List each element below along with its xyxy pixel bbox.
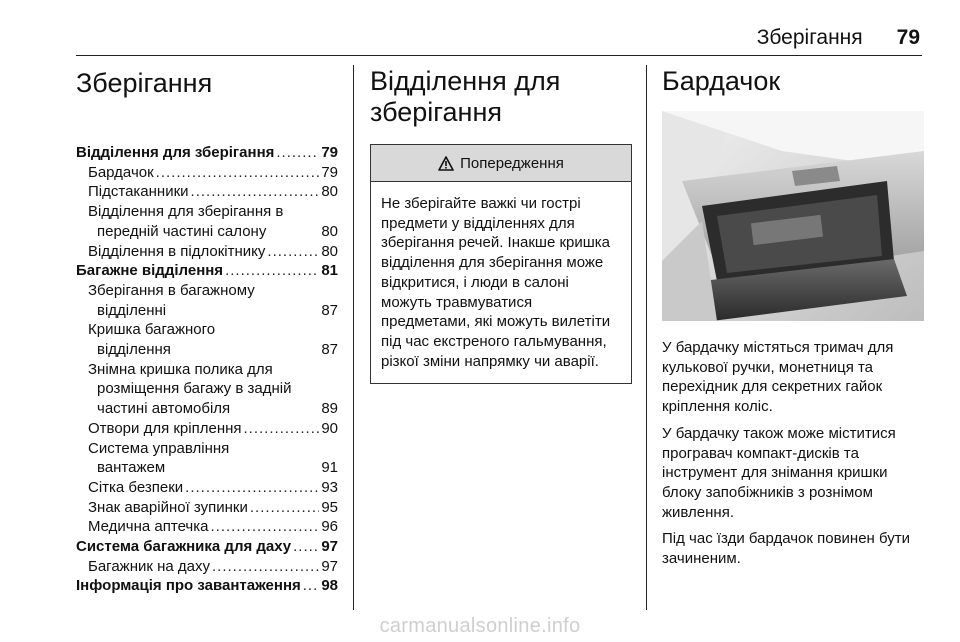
toc-page-number: 80 — [321, 222, 338, 240]
watermark: carmanualsonline.info — [379, 615, 581, 637]
section-title-line-1: Відділення для — [370, 66, 561, 96]
page-number: 79 — [896, 26, 920, 49]
toc-entry[interactable] — [76, 320, 338, 359]
toc-entry[interactable] — [76, 498, 338, 518]
warning-box — [370, 144, 632, 384]
page-header — [757, 26, 920, 50]
toc-page-number: 89 — [321, 400, 338, 418]
toc-entry-text: Інформація про завантаження — [76, 577, 301, 595]
running-title: Зберігання — [756, 26, 863, 49]
toc-entry-text: Медична аптечка — [88, 518, 209, 536]
toc-entry[interactable] — [76, 163, 338, 183]
toc-leader-dots — [303, 576, 320, 596]
warning-heading: Попередження — [460, 154, 564, 172]
toc-page-number: 80 — [321, 183, 338, 201]
column-divider-2 — [646, 65, 647, 610]
toc-page-number: 90 — [321, 419, 338, 437]
toc-leader-dots — [276, 143, 319, 163]
section-title-line-2: зберігання — [370, 97, 502, 127]
toc-entry[interactable] — [76, 517, 338, 537]
chapter-contents-column — [76, 60, 338, 596]
toc-section-entry[interactable] — [76, 143, 338, 163]
toc-leader-dots — [210, 517, 319, 537]
toc-page-number: 95 — [321, 498, 338, 516]
body-paragraph: У бардачку містяться тримач для кулькової ручки, монетниця та перехідник для секретних гайок кріплення коліс. — [662, 339, 894, 416]
warning-triangle-icon — [438, 156, 454, 171]
header-rule — [76, 55, 922, 56]
toc-entry[interactable] — [76, 202, 338, 241]
chapter-title: Зберігання — [76, 68, 213, 98]
toc-leader-dots — [185, 478, 319, 498]
section-title-glovebox: Бардачок — [662, 66, 781, 96]
warning-header — [371, 145, 631, 182]
toc-entry-text: частині автомобіля — [97, 400, 231, 418]
toc-page-number: 97 — [321, 538, 338, 556]
body-paragraph: У бардачку також може міститися програвач компакт-дисків та інструмент для знімання кришки блоку запобіжників з рознімом живлення. — [662, 424, 896, 521]
toc-entry[interactable] — [76, 419, 338, 439]
toc-entry-text: Відділення для зберігання — [76, 144, 275, 161]
toc-leader-dots — [156, 163, 320, 183]
toc-entry-text: Отвори для кріплення — [88, 419, 242, 437]
toc-page-number: 87 — [321, 301, 338, 319]
toc-leader-dots — [293, 537, 319, 557]
toc-leader-dots — [212, 557, 319, 577]
toc-page-number: 81 — [321, 262, 338, 280]
toc-page-number: 97 — [321, 557, 338, 575]
toc-page-number: 91 — [321, 459, 338, 477]
table-of-contents — [76, 143, 338, 596]
warning-text: Не зберігайте важкі чи гострі предмети у відділеннях для зберігання речей. Інакше кришка відділення для зберігання може відкритися, і люди в салоні можуть травмуватися предметами, які можуть вилетіти під час екстреного гальмування, різкої зміни напрямку чи аварії. — [381, 195, 611, 370]
toc-entry-text: передній частині салону — [97, 222, 267, 240]
toc-entry-text: Знімна кришка полика для — [88, 360, 273, 378]
glovebox-column — [662, 60, 924, 576]
body-paragraph: Під час їзди бардачок повинен бути зачиненим. — [662, 530, 911, 568]
glovebox-description — [662, 338, 924, 569]
toc-entry-text: Зберігання в багажному — [88, 281, 255, 299]
toc-leader-dots — [191, 182, 320, 202]
toc-entry-text: відділення — [97, 341, 171, 359]
toc-page-number: 98 — [321, 577, 338, 595]
toc-section-entry[interactable] — [76, 537, 338, 557]
toc-entry[interactable] — [76, 360, 338, 419]
toc-entry-text: Багажник на даху — [88, 557, 210, 575]
toc-entry[interactable] — [76, 242, 338, 262]
toc-entry-text: Бардачок — [88, 163, 154, 181]
column-divider-1 — [353, 65, 354, 610]
storage-compartments-column — [370, 60, 632, 384]
toc-entry-text: Кришка багажного — [88, 321, 216, 339]
toc-section-entry[interactable] — [76, 261, 338, 281]
toc-entry-text: Знак аварійної зупинки — [88, 498, 248, 516]
toc-entry[interactable] — [76, 439, 338, 478]
section-title-compartments — [370, 66, 632, 128]
toc-leader-dots — [225, 261, 319, 281]
toc-page-number: 80 — [321, 242, 338, 260]
toc-page-number: 87 — [321, 341, 338, 359]
toc-entry[interactable] — [76, 478, 338, 498]
toc-leader-dots — [250, 498, 319, 518]
toc-page-number: 79 — [321, 144, 338, 161]
toc-entry-text: відділенні — [97, 301, 167, 319]
toc-entry-text: Підстаканники — [88, 183, 189, 201]
toc-section-entry[interactable] — [76, 576, 338, 596]
toc-entry[interactable] — [76, 281, 338, 320]
toc-entry-text: Система управління — [88, 439, 230, 457]
toc-page-number: 96 — [321, 518, 338, 536]
toc-leader-dots — [267, 242, 319, 262]
toc-entry-text: Сітка безпеки — [88, 478, 184, 496]
toc-entry[interactable] — [76, 182, 338, 202]
toc-leader-dots — [244, 419, 320, 439]
toc-entry-text: Система багажника для даху — [76, 538, 292, 556]
toc-entry-text: Відділення для зберігання в — [88, 203, 284, 221]
toc-entry-text: Відділення в підлокітнику — [88, 242, 266, 260]
toc-entry-text: Багажне відділення — [76, 262, 224, 280]
toc-entry-text: вантажем — [97, 459, 166, 477]
glovebox-photo — [662, 111, 924, 321]
toc-entry-text: розміщення багажу в задній — [97, 380, 292, 398]
toc-entry[interactable] — [76, 557, 338, 577]
toc-page-number: 79 — [321, 163, 338, 181]
toc-page-number: 93 — [321, 478, 338, 496]
